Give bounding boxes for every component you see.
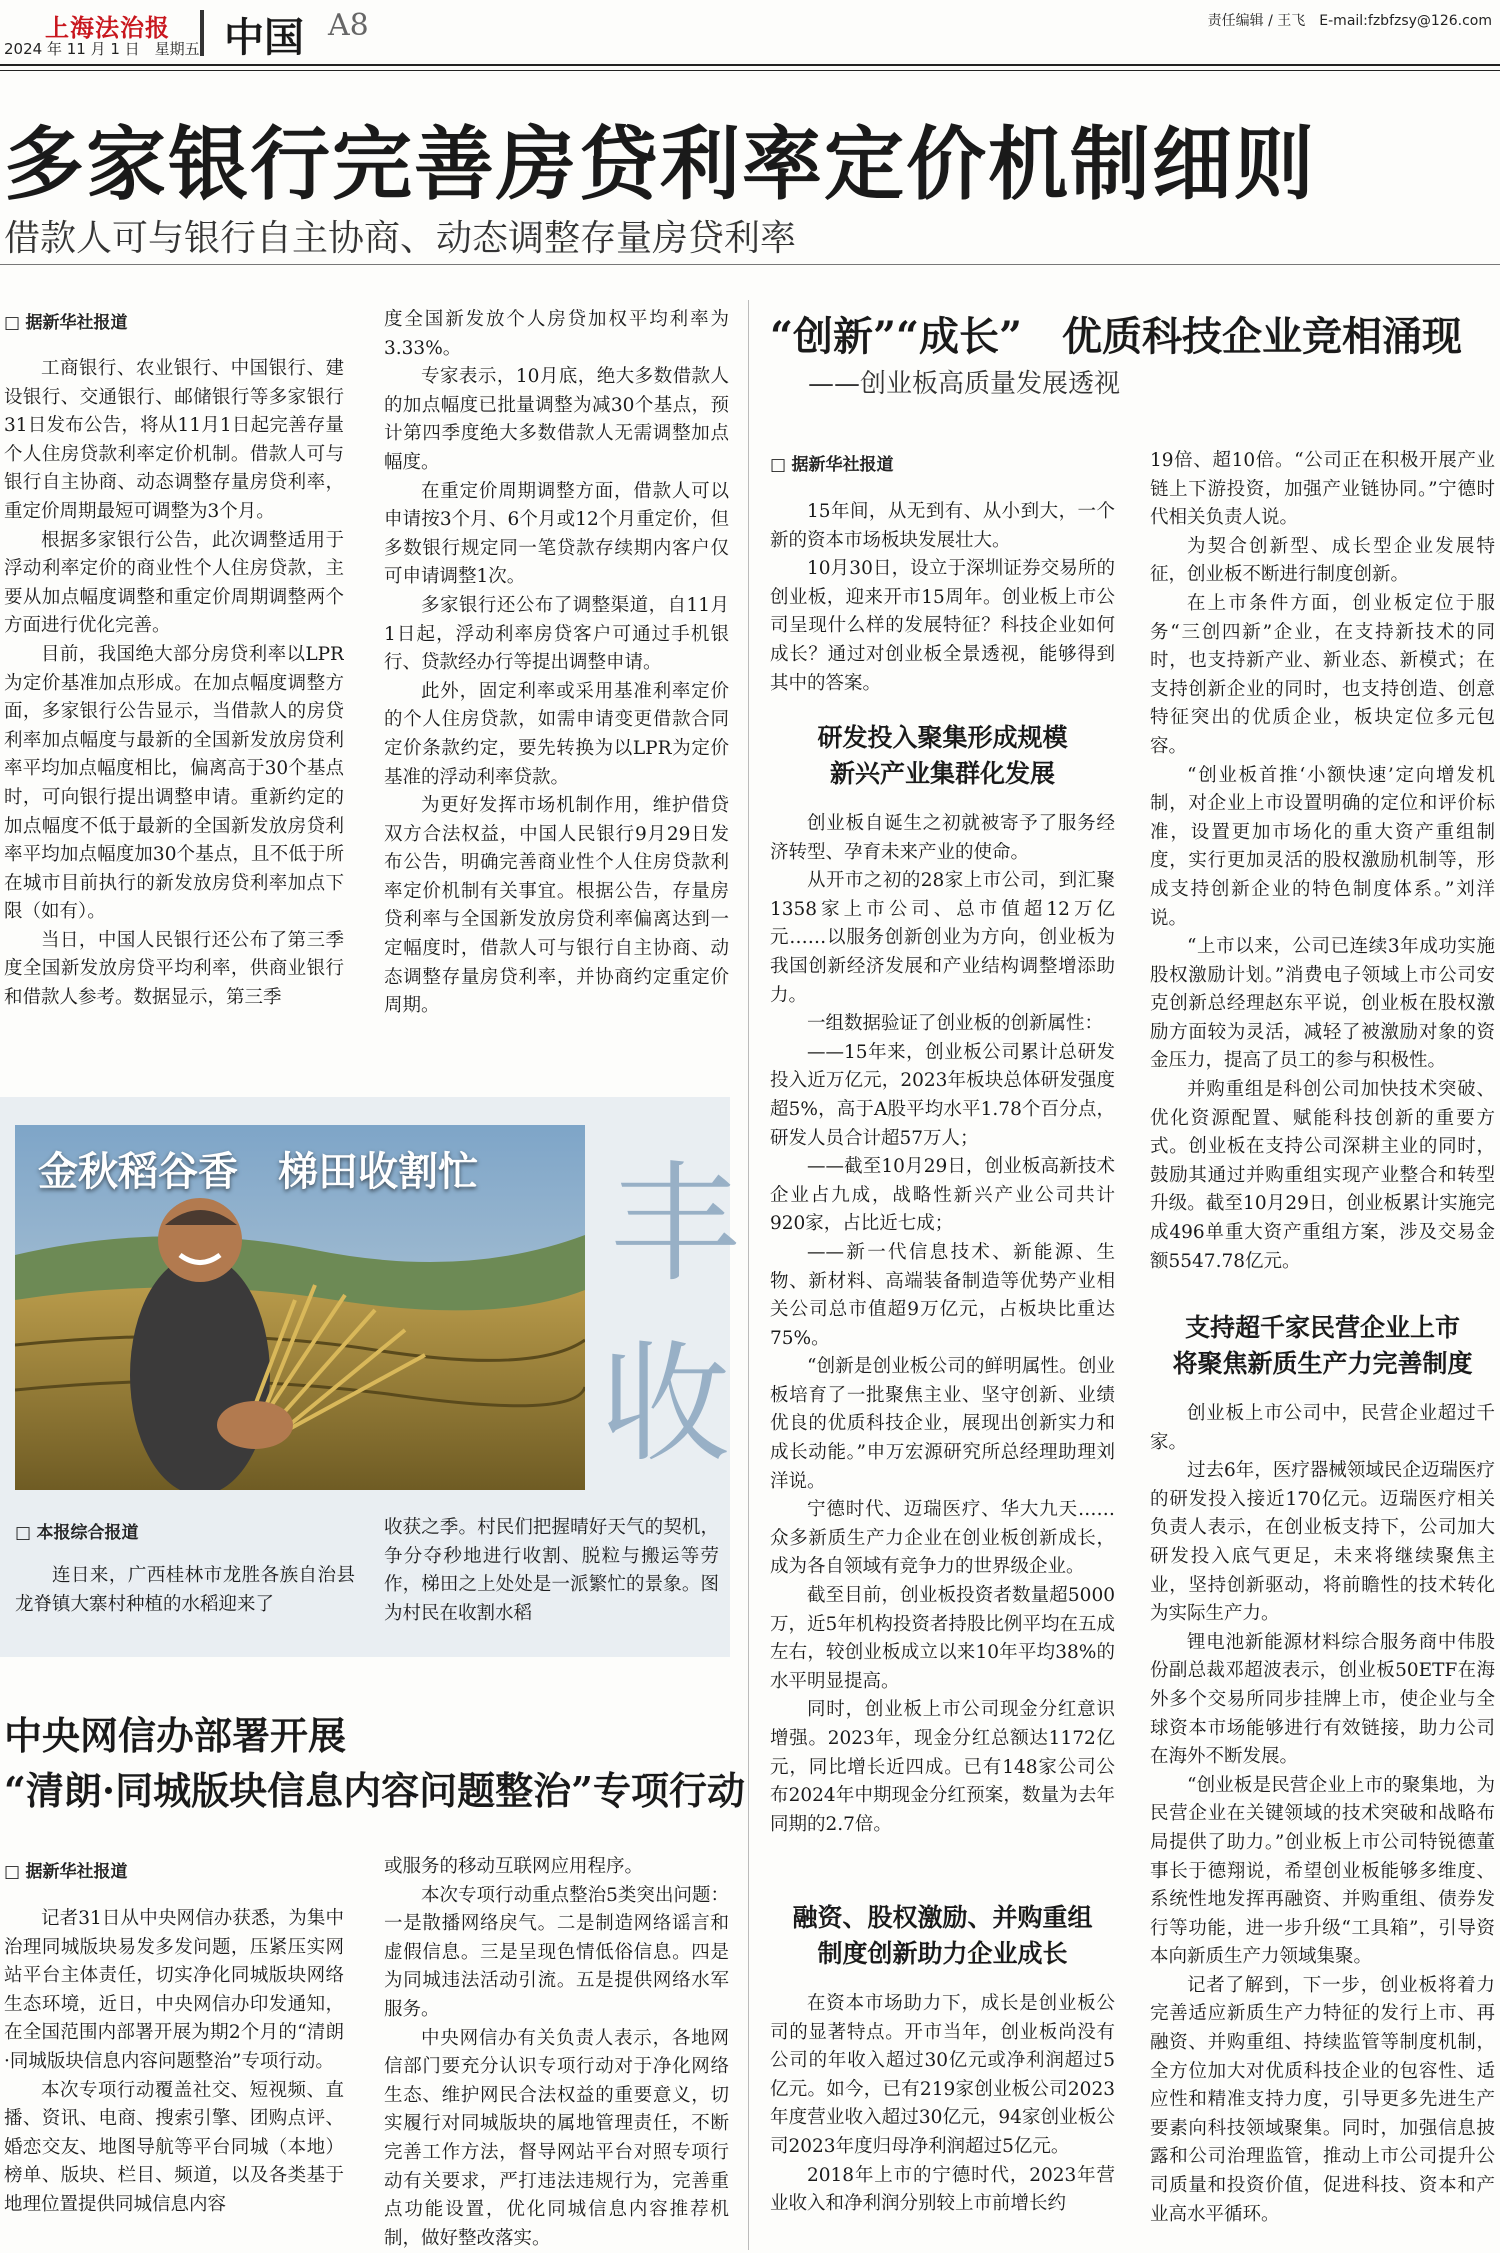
masthead-rule-thin	[0, 70, 1500, 71]
photo-caption-left: 连日来，广西桂林市龙胜各族自治县龙脊镇大寨村种植的水稻迎来了	[15, 1565, 355, 1615]
tech-column-2b: 创业板上市公司中，民营企业超过千家。 过去6年，医疗器械领域民企迈瑞医疗的研发投入接近170亿元。迈瑞医疗相关负责人表示，在创业板支持下，公司加大研发投入底气更足，未来将继续聚焦主业，坚持创新驱动，将前瞻性的技术转化为实际生产力。 锂电池新能源材料综合服务商中伟股份副总裁邓超波表示，创业板50ETF在海外多个交易所同步挂牌上市，使企业与全球资本市场能够进行有效链接，助力公司在海外不断发展。 “创业板是民营企业上市的聚集地，为民营企业在关键领域的技术突破和战略布局提供了助力。”创业板上市公司特锐德董事长于德翔说，希望创业板能够多维度、系统性地发挥再融资、并购重组、债券发行等功能，进一步升级“工具箱”，引导资本向新质生产力领域集聚。 记者了解到，下一步，创业板将着力完善适应新质生产力特征的发行上市、再融资、并购重组、持续监管等制度机制，全方位加大对优质科技企业的包容性、适应性和精准支持力度，引导更多先进生产要素向科技领域聚集。同时，加强信息披露和公司治理监管，推动上市公司提升公司质量和投资价值，促进科技、资本和产业高水平循环。	[1150, 1403, 1495, 2225]
masthead-divider	[200, 10, 204, 56]
column-divider	[748, 300, 749, 2250]
cac-byline: □ 据新华社报道	[4, 1857, 127, 1882]
tech-column-2a: 19倍、超10倍。“公司正在积极开展产业链上下游投资，加强产业链协同。”宁德时代相关负责人说。 为契合创新型、成长型企业发展特征，创业板不断进行制度创新。 在上市条件方面，创业板定位于服务“三创四新”企业，在支持新技术的同时，也支持新产业、新业态、新模式；在支持创新企业的同时，也支持创造、创意特征突出的优质企业，板块定位多元包容。 “创业板首推‘小额快速’定向增发机制，对企业上市设置明确的定位和评价标准，设置更加市场化的重大资产重组制度，实行更加灵活的股权激励机制等，形成支持创新企业的特色制度体系。”刘洋说。 “上市以来，公司已连续3年成功实施股权激励计划。”消费电子领域上市公司安克创新总经理赵东平说，创业板在股权激励方面较为灵活，减轻了被激励对象的资金压力，提高了员工的参与积极性。 并购重组是科创公司加快技术突破、优化资源配置、赋能科技创新的重要方式。创业板在支持公司深耕主业的同时，鼓励其通过并购重组实现产业整合和转型升级。截至10月29日，创业板累计实施完成496单重大资产重组方案，涉及交易金额5547.78亿元。	[1150, 450, 1495, 1272]
tech-section-head-1: 研发投入聚集形成规模 新兴产业集群化发展	[817, 723, 1068, 788]
tech-column-1b: 创业板自诞生之初就被寄予了服务经济转型、孕育未来产业的使命。 从开市之初的28家上市公司，到汇聚1358家上市公司、总市值超12万亿元……以服务创新创业为方向，创业板为我国创新经济发展和产业结构调整增添助力。 一组数据验证了创业板的创新属性： ——15年来，创业板公司累计总研发投入近万亿元，2023年板块总体研发强度超5%，高于A股平均水平1.78个百分点，研发人员合计超57万人； ——截至10月29日，创业板高新技术企业占九成，战略性新兴产业公司共计920家，占比近七成； ——新一代信息技术、新能源、生物、新材料、高端装备制造等优势产业相关公司总市值超9万亿元，占板块比重达75%。 “创新是创业板公司的鲜明属性。创业板培育了一批聚焦主业、坚守创新、业绩优良的优质科技企业，展现出创新实力和成长动能。”申万宏源研究所总经理助理刘洋说。 宁德时代、迈瑞医疗、华大九天……众多新质生产力企业在创业板创新成长，成为各自领域有竞争力的世界级企业。 截至目前，创业板投资者数量超5000万，近5年机构投资者持股比例平均在五成左右，较创业板成立以来10年平均38%的水平明显提高。 同时，创业板上市公司现金分红意识增强。2023年，现金分红总额达1172亿元，同比增长近四成。已有148家公司公布2024年中期现金分红预案，数量为去年同期的2.7倍。	[770, 813, 1115, 1835]
lead-subhead: 借款人可与银行自主协商、动态调整存量房贷利率	[4, 218, 797, 259]
cac-title-line-1: 中央网信办部署开展	[4, 1713, 347, 1758]
lead-byline: □ 据新华社报道	[4, 308, 127, 333]
tech-byline: □ 据新华社报道	[770, 450, 893, 475]
masthead-rule	[0, 64, 1500, 66]
tech-column-1c: 在资本市场助力下，成长是创业板公司的显著特点。开市当年，创业板尚没有公司的年收入超过30亿元或净利润超过5亿元。如今，已有219家创业板公司2023年度营业收入超过30亿元，94家创业板公司2023年度归母净利润超过5亿元。 2018年上市的宁德时代，2023年营业收入和净利润分别较上市前增长约	[770, 1993, 1115, 2215]
cac-title-line-2: “清朗·同城版块信息内容问题整治”专项行动	[4, 1768, 745, 1813]
cac-column-2: 或服务的移动互联网应用程序。 本次专项行动重点整治5类突出问题：一是散播网络戾气。二是制造网络谣言和虚假信息。三是呈现色情低俗信息。四是为同城违法活动引流。五是提供网络水军服务。 中央网信办有关负责人表示，各地网信部门要充分认识专项行动对于净化网络生态、维护网民合法权益的重要意义，切实履行对同城版块的属地管理责任，不断完善工作方法，督导网站平台对照专项行动有关要求，严打违法违规行为，完善重点功能设置，优化同城信息内容推荐机制，做好整改落实。	[384, 1856, 729, 2249]
photo-caption-right: 收获之季。村民们把握晴好天气的契机，争分夺秒地进行收割、脱粒与搬运等劳作，梯田之上处处是一派繁忙的景象。图为村民在收割水稻	[384, 1517, 719, 1624]
editor-info: 责任编辑 / 王飞 E-mail:fzbfzsy@126.com	[1207, 13, 1492, 29]
paper-name: 上海法治报	[45, 13, 170, 42]
harvest-char-2: 收	[600, 1328, 731, 1480]
tech-subtitle: ——创业板高质量发展透视	[808, 369, 1121, 399]
harvest-char-1: 丰	[610, 1148, 741, 1300]
page-number: A8	[328, 8, 369, 43]
tech-section-head-3: 支持超千家民营企业上市 将聚焦新质生产力完善制度	[1172, 1313, 1473, 1378]
section-name: 中国	[224, 15, 304, 61]
photo-title: 金秋稻谷香 梯田收割忙	[38, 1148, 478, 1195]
lead-column-2: 度全国新发放个人房贷加权平均利率为3.33%。 专家表示，10月底，绝大多数借款人的加点幅度已批量调整为减30个基点，预计第四季度绝大多数借款人无需调整加点幅度。 在重定价周期调整方面，借款人可以申请按3个月、6个月或12个月重定价，但多数银行规定同一笔贷款存续期内客户仅可申请调整1次。 多家银行还公布了调整渠道，自11月1日起，浮动利率房贷客户可通过手机银行、贷款经办行等提出调整申请。 此外，固定利率或采用基准利率定价的个人住房贷款，如需申请变更借款合同定价条款约定，要先转换为以LPR为定价基准的浮动利率贷款。 为更好发挥市场机制作用，维护借贷双方合法权益，中国人民银行9月29日发布公告，明确完善商业性个人住房贷款利率定价机制有关事宜。根据公告，存量房贷利率与全国新发放房贷利率偏离达到一定幅度时，借款人可与银行自主协商、动态调整存量房贷利率，并协商约定重定价周期。	[384, 309, 729, 1017]
tech-section-head-2: 融资、股权激励、并购重组 制度创新助力企业成长	[792, 1903, 1093, 1968]
issue-date: 2024 年 11 月 1 日 星期五	[4, 40, 200, 58]
photo-byline: □ 本报综合报道	[15, 1518, 138, 1543]
cac-column-1: 记者31日从中央网信办获悉，为集中治理同城版块易发多发问题，压紧压实网站平台主体责任，切实净化同城版块网络生态环境，近日，中央网信办印发通知，在全国范围内部署开展为期2个月的“清朗·同城版块信息内容问题整治”专项行动。 本次专项行动覆盖社交、短视频、直播、资讯、电商、搜索引擎、团购点评、婚恋交友、地图导航等平台同城（本地）榜单、版块、栏目、频道，以及各类基于地理位置提供同城信息内容	[4, 1908, 344, 2215]
lead-rule	[0, 264, 1500, 265]
lead-column-1: 工商银行、农业银行、中国银行、建设银行、交通银行、邮储银行等多家银行31日发布公告，将从11月1日起完善存量个人住房贷款利率定价机制。借款人可与银行自主协商、动态调整存量房贷利率，重定价周期最短可调整为3个月。 根据多家银行公告，此次调整适用于浮动利率定价的商业性个人住房贷款，主要从加点幅度调整和重定价周期调整两个方面进行优化完善。 目前，我国绝大部分房贷利率以LPR为定价基准加点形成。在加点幅度调整方面，多家银行公告显示，当借款人的房贷利率加点幅度与最新的全国新发放房贷利率平均加点幅度相比，偏离高于30个基点时，可向银行提出调整申请。重新约定的加点幅度不低于最新的全国新发放房贷利率平均加点幅度加30个基点，且不低于所在城市目前执行的新发放房贷利率加点下限（如有）。 当日，中国人民银行还公布了第三季度全国新发放房贷平均利率，供商业银行和借款人参考。数据显示，第三季	[4, 358, 344, 1009]
lead-headline: 多家银行完善房贷利率定价机制细则	[4, 117, 1316, 211]
tech-column-1a: 15年间，从无到有、从小到大，一个新的资本市场板块发展壮大。 10月30日，设立于深圳证券交易所的创业板，迎来开市15周年。创业板上市公司呈现什么样的发展特征？科技企业如何成长？通过对创业板全景透视，能够得到其中的答案。	[770, 501, 1115, 694]
tech-title: “创新”“成长” 优质科技企业竞相涌现	[770, 313, 1463, 360]
